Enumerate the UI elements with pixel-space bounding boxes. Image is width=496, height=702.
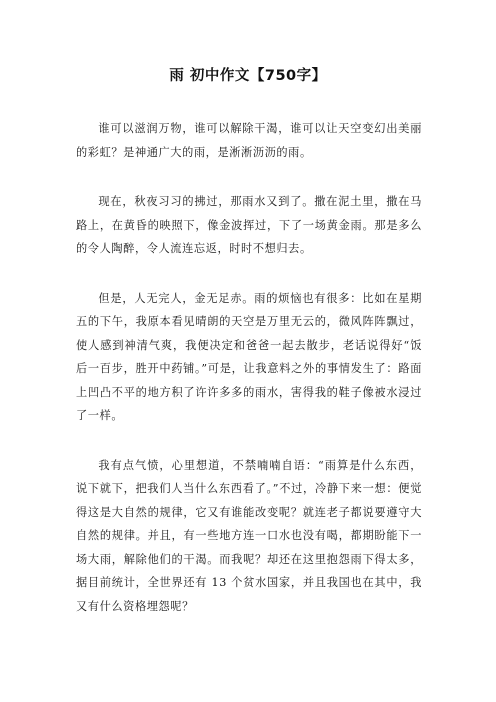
document-body [76,117,422,644]
paragraph-3: 但是，人无完人，金无足赤。雨的烦恼也有很多：比如在星期五的下午，我原本看见晴朗的天空是万里无云的，微风阵阵飘过，使人感到神清气爽，我便决定和爸爸一起去散步，老话说得好“饭后一百步，胜开中药铺。”可是，让我意料之外的事情发生了：路面上凹凸不平的地方积了许许多多的雨水，害得我的鞋子像被水浸过了一样。 [76,291,422,422]
paragraph-4: 我有点气愤，心里想道，不禁喃喃自语：“雨算是什么东西，说下就下，把我们人当什么东西看了。”不过，冷静下来一想：便觉得这是大自然的规律，它又有谁能改变呢？就连老子都说要遵守大自然的规律。并且，有一些地方连一口水也没有喝，都期盼能下一场大雨，解除他们的干渴。而我呢？却还在这里抱怨雨下得太多，据目前统计，全世界还有 13 个贫水国家，并且我国也在其中，我又有什么资格埋怨呢？ [76,458,422,613]
paragraph-2: 现在，秋夜习习的拂过，那雨水又到了。撒在泥土里，撒在马路上，在黄昏的映照下，像金波挥过，下了一场黄金雨。那是多么的令人陶醉，令人流连忘返，时时不想归去。 [76,195,422,255]
document-title: 雨 初中作文【750字】 [169,68,327,84]
paragraph-1: 谁可以滋润万物，谁可以解除干渴，谁可以让天空变幻出美丽的彩虹？是神通广大的雨，是淅淅沥沥的雨。 [76,122,422,159]
